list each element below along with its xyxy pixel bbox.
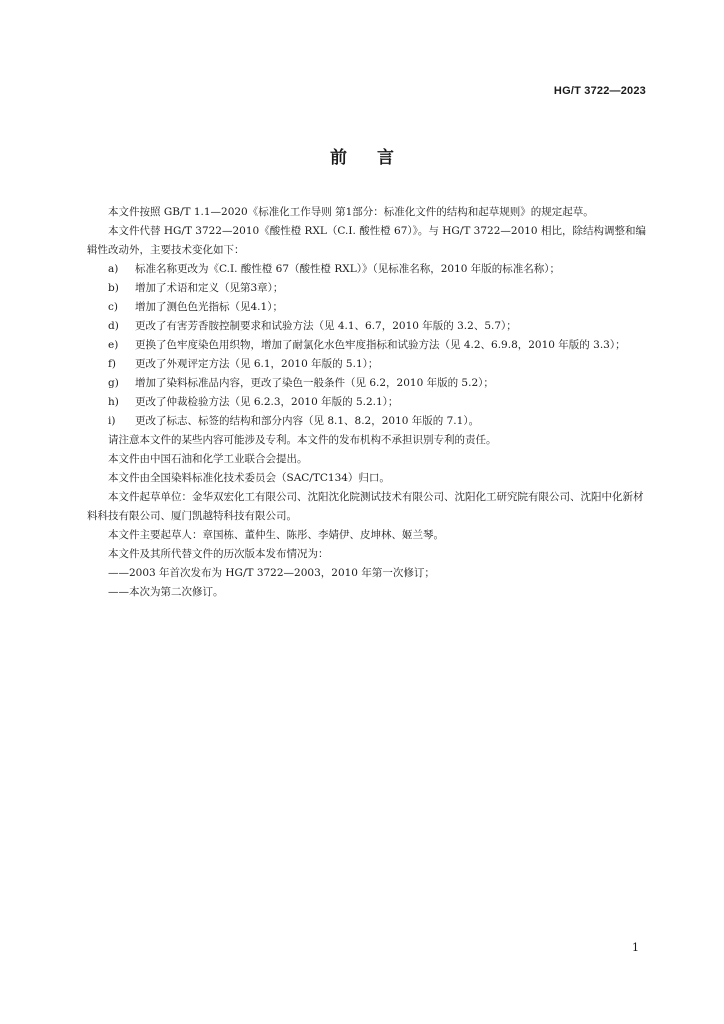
item-text: 更改了有害芳香胺控制要求和试验方法（见 4.1、6.7，2010 年版的 3.2、5.7）； — [135, 320, 517, 332]
page-title: 前言 — [330, 148, 424, 168]
item-text: 更改了外观评定方法（见 6.1，2010 年版的 5.1）； — [135, 358, 379, 370]
standard-code: HG/T 3722—2023 — [553, 85, 646, 97]
intro-paragraph: 本文件代替 HG/T 3722—2010《酸性橙 RXL（C.I. 酸性橙 67）》。与 HG/T 3722—2010 相比，除结构调整和编辑性改动外，主要技术变化如下： — [87, 225, 646, 256]
proposer-line: 本文件由中国石油和化学工业联合会提出。 — [108, 453, 308, 465]
item-marker: a) — [108, 263, 119, 275]
change-item — [87, 374, 649, 393]
item-marker: h) — [108, 396, 119, 408]
change-item — [87, 393, 649, 412]
change-item — [87, 298, 649, 317]
item-marker: f) — [108, 358, 116, 370]
change-item — [87, 317, 649, 336]
committee-line: 本文件由全国染料标准化技术委员会（SAC/TC134）归口。 — [108, 472, 390, 484]
item-text: 增加了测色色光指标（见4.1）； — [135, 301, 283, 313]
drafting-units: 本文件起草单位：金华双宏化工有限公司、沈阳沈化院测试技术有限公司、沈阳化工研究院有限公司、沈阳中化新材料科技有限公司、厦门凯越特科技有限公司。 — [87, 491, 644, 522]
change-item — [87, 336, 649, 355]
item-marker: c) — [108, 301, 118, 313]
item-text: 更改了仲裁检验方法（见 6.2.3，2010 年版的 5.2.1）； — [135, 396, 399, 408]
intro-paragraph: 本文件按照 GB/T 1.1—2020《标准化工作导则 第1部分：标准化文件的结构和起草规则》的规定起草。 — [108, 206, 594, 218]
change-item — [87, 355, 649, 374]
page-number: 1 — [632, 941, 639, 954]
item-marker: e) — [108, 339, 119, 351]
document-body — [87, 203, 649, 602]
item-text: 标准名称更改为《C.I. 酸性橙 67（酸性橙 RXL）》（见标准名称，2010 年版的标准名称）； — [135, 263, 561, 275]
history-item: ——本次为第二次修订。 — [108, 586, 224, 598]
history-heading: 本文件及其所代替文件的历次版本发布情况为： — [108, 548, 329, 560]
item-marker: g) — [108, 377, 119, 389]
item-text: 增加了术语和定义（见第3章）； — [135, 282, 284, 294]
item-text: 更改了标志、标签的结构和部分内容（见 8.1、8.2，2010 年版的 7.1）。 — [135, 415, 480, 427]
change-item — [87, 279, 649, 298]
patent-notice: 请注意本文件的某些内容可能涉及专利。本文件的发布机构不承担识别专利的责任。 — [108, 434, 497, 446]
item-marker: d) — [108, 320, 119, 332]
history-item: ——2003 年首次发布为 HG/T 3722—2003，2010 年第一次修订； — [108, 567, 435, 579]
change-item — [87, 260, 649, 279]
item-marker: b) — [108, 282, 119, 294]
change-item — [87, 412, 649, 431]
item-marker: i) — [108, 415, 116, 427]
drafters-line: 本文件主要起草人：章国栋、董仲生、陈彤、李婧伊、皮坤林、姬兰琴。 — [108, 529, 444, 541]
item-text: 增加了染料标准品内容，更改了染色一般条件（见 6.2，2010 年版的 5.2）； — [135, 377, 494, 389]
item-text: 更换了色牢度染色用织物，增加了耐氯化水色牢度指标和试验方法（见 4.2、6.9.8，2010 年版的 3.3）； — [135, 339, 626, 351]
